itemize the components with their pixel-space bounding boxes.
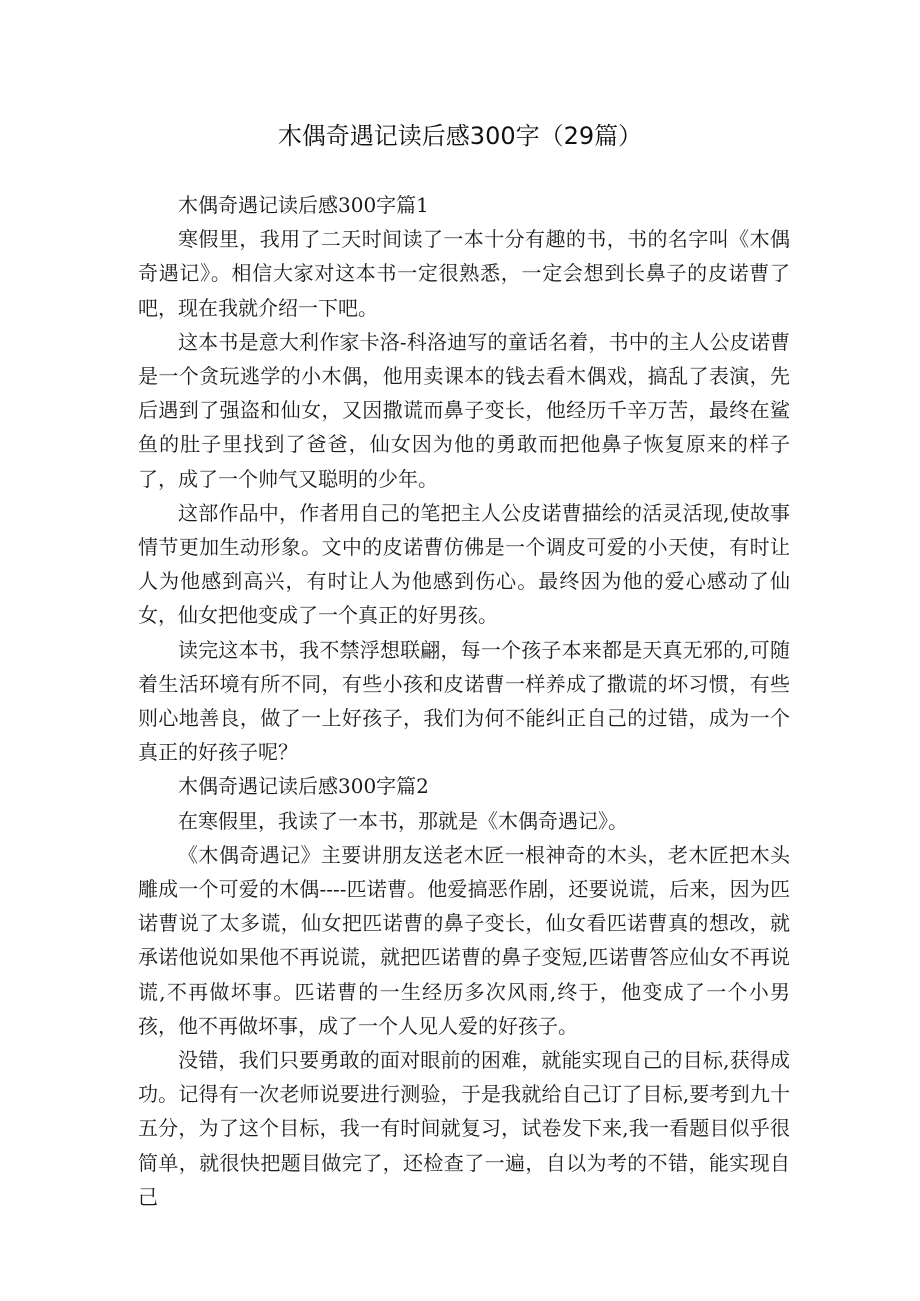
paragraph: 读完这本书，我不禁浮想联翩，每一个孩子本来都是天真无邪的,可随着生活环境有所不同，有些小孩和皮诺曹一样养成了撒谎的坏习惯，有些则心地善良，做了一上好孩子，我们为何不能纠正自己的过错，成为一个真正的好孩子呢？	[138, 637, 790, 765]
section-heading: 木偶奇遇记读后感300字篇2	[178, 774, 429, 799]
paragraph: 这本书是意大利作家卡洛-科洛迪写的童话名着，书中的主人公皮诺曹是一个贪玩逃学的小木偶，他用卖课本的钱去看木偶戏，搞乱了表演，先后遇到了强盗和仙女，又因撒谎而鼻子变长，他经历千辛万苦，最终在鲨鱼的肚子里找到了爸爸，仙女因为他的勇敢而把他鼻子恢复原来的样子了，成了一个帅气又聪明的少年。	[138, 329, 790, 491]
paragraph: 寒假里，我用了二天时间读了一本十分有趣的书，书的名字叫《木偶奇遇记》。相信大家对这本书一定很熟悉，一定会想到长鼻子的皮诺曹了吧，现在我就介绍一下吧。	[138, 227, 790, 320]
paragraph: 《木偶奇遇记》主要讲朋友送老木匠一根神奇的木头，老木匠把木头雕成一个可爱的木偶----匹诺曹。他爱搞恶作剧，还要说谎，后来，因为匹诺曹说了太多谎，仙女把匹诺曹的鼻子变长，仙女看匹诺曹真的想改，就承诺他说如果他不再说谎，就把匹诺曹的鼻子变短,匹诺曹答应仙女不再说谎,不再做坏事。匹诺曹的一生经历多次风雨,终于，他变成了一个小男孩，他不再做坏事，成了一个人见人爱的好孩子。	[138, 842, 790, 1038]
paragraph: 没错，我们只要勇敢的面对眼前的困难，就能实现自己的目标,获得成功。记得有一次老师说要进行测验，于是我就给自己订了目标,要考到九十五分，为了这个目标，我一有时间就复习，试卷发下来,我一看题目似乎很简单，就很快把题目做完了，还检查了一遍，自以为考的不错，能实现自己	[138, 1048, 790, 1209]
document-body	[138, 188, 790, 1214]
document-title: 木偶奇遇记读后感300字（29篇）	[277, 122, 643, 150]
paragraph: 这部作品中，作者用自己的笔把主人公皮诺曹描绘的活灵活现,使故事情节更加生动形象。文中的皮诺曹仿佛是一个调皮可爱的小天使，有时让人为他感到高兴，有时让人为他感到伤心。最终因为他的爱心感动了仙女，仙女把他变成了一个真正的好男孩。	[138, 500, 790, 628]
section-heading: 木偶奇遇记读后感300字篇1	[178, 193, 429, 217]
paragraph: 在寒假里，我读了一本书，那就是《木偶奇遇记》。	[178, 808, 628, 833]
